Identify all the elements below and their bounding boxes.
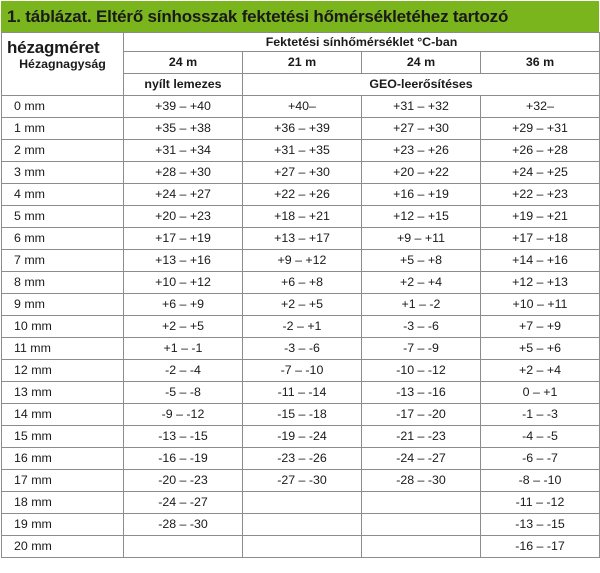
table-row <box>2 514 600 536</box>
temperature-range-cell: +12 – +15 <box>362 206 481 228</box>
temperature-range-cell: -13 – -15 <box>124 426 243 448</box>
temperature-range-cell: -23 – -26 <box>243 448 362 470</box>
temperature-range-cell: +17 – +18 <box>481 228 600 250</box>
temperature-range-cell: +12 – +13 <box>481 272 600 294</box>
table-row <box>2 360 600 382</box>
temperature-range-cell: +1 – -2 <box>362 294 481 316</box>
temperature-range-cell: +36 – +39 <box>243 118 362 140</box>
temperature-range-cell: +39 – +40 <box>124 96 243 118</box>
gap-size-cell: 6 mm <box>2 228 124 250</box>
table-row <box>2 294 600 316</box>
temperature-range-cell: +24 – +25 <box>481 162 600 184</box>
temperature-range-cell: -1 – -3 <box>481 404 600 426</box>
length-header-1: 24 m <box>124 52 243 74</box>
temperature-range-cell: +17 – +19 <box>124 228 243 250</box>
gap-size-cell: 3 mm <box>2 162 124 184</box>
temperature-range-cell <box>124 536 243 558</box>
temperature-range-cell: +32– <box>481 96 600 118</box>
gap-size-cell: 1 mm <box>2 118 124 140</box>
temperature-range-cell <box>243 514 362 536</box>
temperature-range-cell: +14 – +16 <box>481 250 600 272</box>
temperature-range-cell: +20 – +23 <box>124 206 243 228</box>
temperature-range-cell: +31 – +34 <box>124 140 243 162</box>
temperature-range-cell: +2 – +5 <box>243 294 362 316</box>
temperature-range-cell: +35 – +38 <box>124 118 243 140</box>
table-row <box>2 492 600 514</box>
table-row <box>2 118 600 140</box>
gap-size-cell: 19 mm <box>2 514 124 536</box>
temperature-range-cell: -6 – -7 <box>481 448 600 470</box>
temperature-range-cell: +22 – +26 <box>243 184 362 206</box>
gap-size-cell: 4 mm <box>2 184 124 206</box>
temperature-range-cell: +10 – +11 <box>481 294 600 316</box>
temperature-range-cell: +28 – +30 <box>124 162 243 184</box>
temperature-range-cell: -2 – +1 <box>243 316 362 338</box>
temperature-range-cell: +24 – +27 <box>124 184 243 206</box>
gap-size-table <box>1 32 600 558</box>
temperature-range-cell: -7 – -10 <box>243 360 362 382</box>
temperature-range-cell: +6 – +8 <box>243 272 362 294</box>
temperature-header: Fektetési sínhőmérséklet °C-ban <box>124 33 600 52</box>
temperature-range-cell <box>243 536 362 558</box>
length-header-4: 36 m <box>481 52 600 74</box>
table-row <box>2 162 600 184</box>
temperature-range-cell: +9 – +11 <box>362 228 481 250</box>
temperature-range-cell: +31 – +32 <box>362 96 481 118</box>
temperature-range-cell: +26 – +28 <box>481 140 600 162</box>
temperature-range-cell: -28 – -30 <box>362 470 481 492</box>
table-row <box>2 184 600 206</box>
temperature-range-cell: +2 – +5 <box>124 316 243 338</box>
table-row <box>2 96 600 118</box>
table-row <box>2 536 600 558</box>
gap-size-cell: 20 mm <box>2 536 124 558</box>
temperature-range-cell: +6 – +9 <box>124 294 243 316</box>
temperature-range-cell: +29 – +31 <box>481 118 600 140</box>
length-header-2: 21 m <box>243 52 362 74</box>
temperature-range-cell: -8 – -10 <box>481 470 600 492</box>
table-row <box>2 382 600 404</box>
temperature-range-cell: +5 – +8 <box>362 250 481 272</box>
gap-size-cell: 18 mm <box>2 492 124 514</box>
temperature-range-cell: +13 – +16 <box>124 250 243 272</box>
temperature-range-cell: -19 – -24 <box>243 426 362 448</box>
temperature-range-cell: +31 – +35 <box>243 140 362 162</box>
table-row <box>2 272 600 294</box>
gap-size-cell: 17 mm <box>2 470 124 492</box>
gap-size-cell: 15 mm <box>2 426 124 448</box>
temperature-range-cell: -4 – -5 <box>481 426 600 448</box>
temperature-range-cell: -24 – -27 <box>124 492 243 514</box>
temperature-range-cell: +18 – +21 <box>243 206 362 228</box>
gap-size-cell: 16 mm <box>2 448 124 470</box>
temperature-range-cell: +1 – -1 <box>124 338 243 360</box>
gap-size-cell: 2 mm <box>2 140 124 162</box>
table-row <box>2 228 600 250</box>
temperature-range-cell: -28 – -30 <box>124 514 243 536</box>
temperature-range-cell: -13 – -15 <box>481 514 600 536</box>
temperature-range-cell: -16 – -19 <box>124 448 243 470</box>
gap-size-header: Hézagnagyság <box>2 33 124 96</box>
temperature-range-cell: +27 – +30 <box>243 162 362 184</box>
gap-size-cell: 9 mm <box>2 294 124 316</box>
temperature-range-cell <box>362 514 481 536</box>
temperature-range-cell: -5 – -8 <box>124 382 243 404</box>
temperature-range-cell: -7 – -9 <box>362 338 481 360</box>
gap-size-cell: 13 mm <box>2 382 124 404</box>
temperature-range-cell: -10 – -12 <box>362 360 481 382</box>
temperature-range-cell: +19 – +21 <box>481 206 600 228</box>
temperature-range-cell: +7 – +9 <box>481 316 600 338</box>
temperature-range-cell: -16 – -17 <box>481 536 600 558</box>
temperature-range-cell: +10 – +12 <box>124 272 243 294</box>
table-row <box>2 426 600 448</box>
temperature-range-cell: +2 – +4 <box>362 272 481 294</box>
table-row <box>2 140 600 162</box>
temperature-range-cell: +5 – +6 <box>481 338 600 360</box>
temperature-range-cell: -2 – -4 <box>124 360 243 382</box>
temperature-range-cell: +13 – +17 <box>243 228 362 250</box>
gap-size-cell: 12 mm <box>2 360 124 382</box>
geo-header: GEO-leerősítéses <box>243 74 600 96</box>
gap-size-cell: 10 mm <box>2 316 124 338</box>
temperature-range-cell <box>362 536 481 558</box>
temperature-range-cell: -3 – -6 <box>243 338 362 360</box>
temperature-range-cell: -15 – -18 <box>243 404 362 426</box>
table-row <box>2 404 600 426</box>
gap-size-cell: 8 mm <box>2 272 124 294</box>
temperature-range-cell: -21 – -23 <box>362 426 481 448</box>
table-row <box>2 448 600 470</box>
temperature-range-cell: -24 – -27 <box>362 448 481 470</box>
gap-size-cell: 5 mm <box>2 206 124 228</box>
gap-size-cell: 0 mm <box>2 96 124 118</box>
temperature-range-cell: +27 – +30 <box>362 118 481 140</box>
table-row <box>2 206 600 228</box>
temperature-range-cell: +22 – +23 <box>481 184 600 206</box>
gap-size-cell: 11 mm <box>2 338 124 360</box>
temperature-range-cell: +40– <box>243 96 362 118</box>
temperature-range-cell: -9 – -12 <box>124 404 243 426</box>
table-title: 1. táblázat. Eltérő sínhosszak fektetési hőmérsékletéhez tartozó hézagméret <box>1 1 599 32</box>
temperature-range-cell: -11 – -12 <box>481 492 600 514</box>
temperature-range-cell: +9 – +12 <box>243 250 362 272</box>
temperature-range-cell: -20 – -23 <box>124 470 243 492</box>
table-row <box>2 470 600 492</box>
temperature-range-cell <box>243 492 362 514</box>
temperature-range-cell <box>362 492 481 514</box>
table-row <box>2 316 600 338</box>
gap-size-cell: 7 mm <box>2 250 124 272</box>
length-header-3: 24 m <box>362 52 481 74</box>
temperature-range-cell: +2 – +4 <box>481 360 600 382</box>
table-body <box>2 96 600 558</box>
temperature-range-cell: -27 – -30 <box>243 470 362 492</box>
temperature-range-cell: +20 – +22 <box>362 162 481 184</box>
table-row <box>2 338 600 360</box>
temperature-range-cell: 0 – +1 <box>481 382 600 404</box>
open-plate-header: nyílt lemezes <box>124 74 243 96</box>
table-figure <box>1 1 599 571</box>
table-row <box>2 250 600 272</box>
temperature-range-cell: -3 – -6 <box>362 316 481 338</box>
temperature-range-cell: -11 – -14 <box>243 382 362 404</box>
temperature-range-cell: -13 – -16 <box>362 382 481 404</box>
temperature-range-cell: -17 – -20 <box>362 404 481 426</box>
gap-size-cell: 14 mm <box>2 404 124 426</box>
temperature-range-cell: +23 – +26 <box>362 140 481 162</box>
temperature-range-cell: +16 – +19 <box>362 184 481 206</box>
